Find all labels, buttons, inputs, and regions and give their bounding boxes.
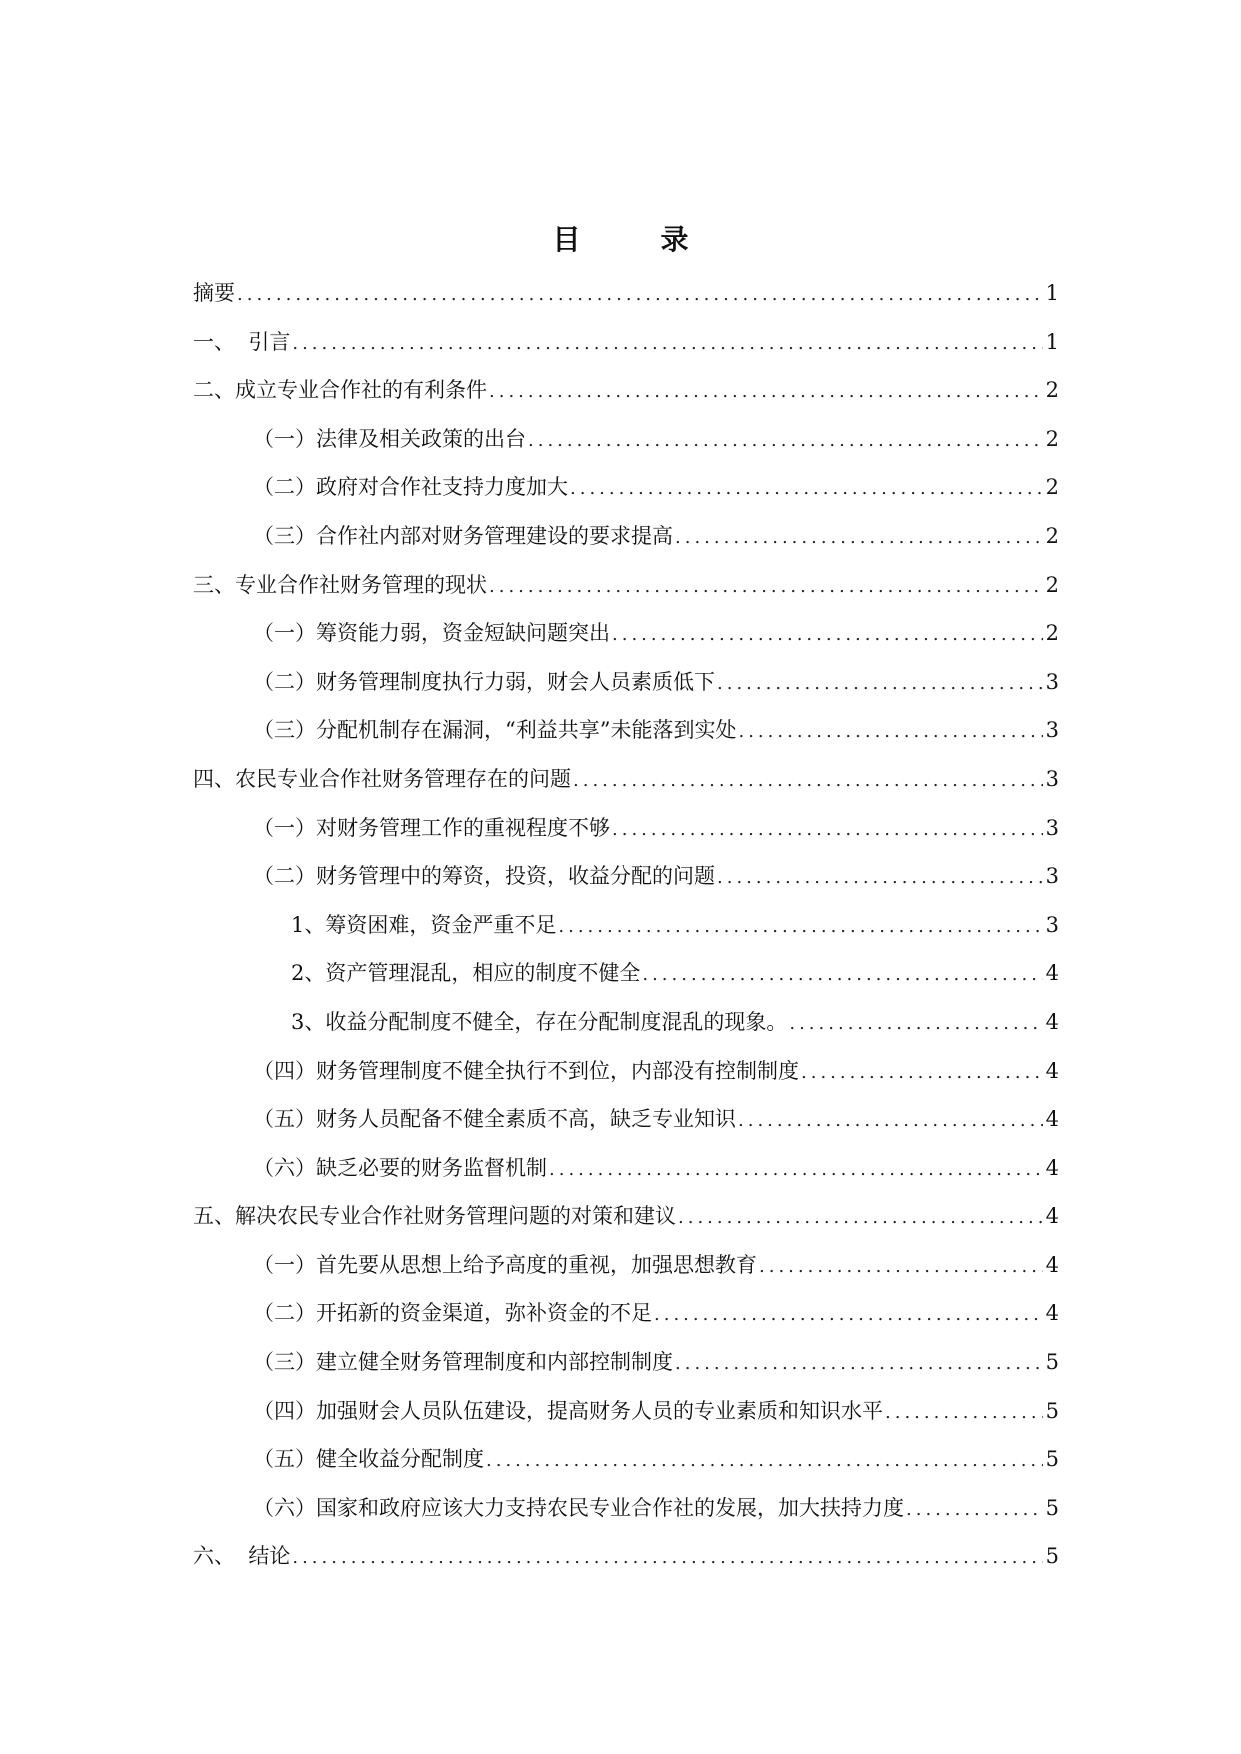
- toc-leader-dots: [612, 620, 1043, 650]
- toc-leader-dots: [612, 815, 1043, 845]
- toc-entry-text: 3、收益分配制度不健全，存在分配制度混乱的现象。: [291, 1009, 788, 1034]
- toc-entry-text: （五）健全收益分配制度: [253, 1447, 484, 1472]
- toc-entry[interactable]: [193, 1396, 1059, 1445]
- toc-entry[interactable]: [193, 1444, 1059, 1493]
- toc-leader-dots: [528, 426, 1043, 456]
- toc-entry-page: 5: [1045, 1350, 1059, 1375]
- toc-entry-text: （二）开拓新的资金渠道，弥补资金的不足: [253, 1301, 652, 1326]
- toc-entry-text: （六）缺乏必要的财务监督机制: [253, 1155, 547, 1180]
- toc-entry-text: 四、农民专业合作社财务管理存在的问题: [193, 766, 571, 791]
- toc-entry[interactable]: [193, 1056, 1059, 1105]
- toc-entry-page: 4: [1045, 1204, 1059, 1229]
- toc-entry-page: 2: [1045, 621, 1059, 646]
- toc-entry-text: （一）对财务管理工作的重视程度不够: [253, 815, 610, 840]
- toc-entry[interactable]: [193, 813, 1059, 862]
- toc-entry-text: （三）建立健全财务管理制度和内部控制制度: [253, 1350, 673, 1375]
- toc-entry[interactable]: [193, 764, 1059, 813]
- toc-entry[interactable]: [193, 1298, 1059, 1347]
- toc-entry-text: （六）国家和政府应该大力支持农民专业合作社的发展，加大扶持力度: [253, 1495, 904, 1520]
- toc-leader-dots: [549, 1155, 1043, 1185]
- toc-leader-dots: [489, 377, 1043, 407]
- toc-leader-dots: [642, 960, 1043, 990]
- toc-entry-page: 3: [1045, 718, 1059, 743]
- toc-entry[interactable]: [193, 958, 1059, 1007]
- toc-title: 目 录: [552, 223, 715, 256]
- toc-entry[interactable]: [193, 1201, 1059, 1250]
- toc-entry[interactable]: [193, 1153, 1059, 1202]
- toc-leader-dots: [885, 1398, 1043, 1428]
- toc-entry-text: 1、筹资困难，资金严重不足: [291, 912, 557, 937]
- toc-entry-text: （三）合作社内部对财务管理建设的要求提高: [253, 523, 673, 548]
- toc-entry[interactable]: [193, 1250, 1059, 1299]
- toc-leader-dots: [489, 572, 1043, 602]
- toc-entry-page: 2: [1045, 475, 1059, 500]
- toc-entry-text: （一）法律及相关政策的出台: [253, 426, 526, 451]
- toc-entry-text: （一）首先要从思想上给予高度的重视，加强思想教育: [253, 1252, 757, 1277]
- toc-entry-page: 3: [1045, 864, 1059, 889]
- toc-entry-text: 二、成立专业合作社的有利条件: [193, 378, 487, 403]
- toc-entry-text: （四）财务管理制度不健全执行不到位，内部没有控制制度: [253, 1058, 799, 1083]
- toc-entry[interactable]: [193, 910, 1059, 959]
- toc-entry-page: 3: [1045, 766, 1059, 791]
- toc-entry[interactable]: [193, 1007, 1059, 1056]
- toc-entry-text: （二）财务管理制度执行力弱，财会人员素质低下: [253, 669, 715, 694]
- toc-leader-dots: [292, 329, 1043, 359]
- toc-entry-text: 摘要: [193, 281, 235, 305]
- toc-leader-dots: [717, 863, 1043, 893]
- toc-entry-page: 4: [1045, 1155, 1059, 1180]
- toc-entry-page: 5: [1045, 1495, 1059, 1520]
- toc-entry[interactable]: [193, 667, 1059, 716]
- toc-entry-text: （四）加强财会人员队伍建设，提高财务人员的专业素质和知识水平: [253, 1398, 883, 1423]
- toc-entry-text: （二）财务管理中的筹资，投资，收益分配的问题: [253, 864, 715, 889]
- toc-entry-page: 2: [1045, 378, 1059, 403]
- toc-entry-page: 4: [1045, 1107, 1059, 1132]
- toc-entry-page: 2: [1045, 523, 1059, 548]
- toc-entry[interactable]: [193, 424, 1059, 473]
- toc-entry-page: 4: [1045, 1009, 1059, 1034]
- toc-leader-dots: [570, 474, 1043, 504]
- toc-entry-text: 六、 结论: [193, 1544, 291, 1569]
- toc-entry[interactable]: [193, 327, 1059, 376]
- toc-leader-dots: [906, 1495, 1043, 1525]
- toc-leader-dots: [738, 717, 1043, 747]
- toc-entry[interactable]: [193, 861, 1059, 910]
- toc-leader-dots: [738, 1106, 1043, 1136]
- toc-leader-dots: [237, 280, 1043, 310]
- toc-entry-text: 2、资产管理混乱，相应的制度不健全: [291, 961, 641, 986]
- toc-entry[interactable]: [193, 1347, 1059, 1396]
- toc-entry-page: 4: [1045, 961, 1059, 986]
- toc-entry[interactable]: [193, 570, 1059, 619]
- toc-entry-page: 5: [1045, 1544, 1059, 1569]
- toc-entry[interactable]: [193, 1104, 1059, 1153]
- toc-entry-page: 3: [1045, 912, 1059, 937]
- toc-entry-page: 2: [1045, 426, 1059, 451]
- toc-entry-page: 4: [1045, 1252, 1059, 1277]
- toc-entry-page: 1: [1045, 329, 1059, 354]
- toc-leader-dots: [717, 669, 1043, 699]
- toc-entry-text: 三、专业合作社财务管理的现状: [193, 572, 487, 597]
- toc-leader-dots: [292, 1543, 1043, 1573]
- toc-entry[interactable]: [193, 618, 1059, 667]
- toc-leader-dots: [678, 1203, 1043, 1233]
- toc-entry-page: 5: [1045, 1447, 1059, 1472]
- toc-entry-page: 4: [1045, 1058, 1059, 1083]
- toc-leader-dots: [789, 1009, 1043, 1039]
- toc-entry[interactable]: [193, 1493, 1059, 1542]
- toc-entry-page: 1: [1045, 281, 1059, 305]
- toc-entry-page: 4: [1045, 1301, 1059, 1326]
- toc-entry[interactable]: [193, 715, 1059, 764]
- toc-entry-text: 一、 引言: [193, 329, 291, 354]
- toc-leader-dots: [675, 523, 1043, 553]
- toc-entry[interactable]: [193, 472, 1059, 521]
- toc-leader-dots: [675, 1349, 1043, 1379]
- toc-entry[interactable]: [193, 278, 1059, 327]
- toc-entry[interactable]: [193, 375, 1059, 424]
- toc-entry-text: （二）政府对合作社支持力度加大: [253, 475, 568, 500]
- toc-entry-text: （三）分配机制存在漏洞，“利益共享”未能落到实处: [253, 718, 737, 743]
- table-of-contents: [193, 278, 1059, 1590]
- toc-entry-text: （五）财务人员配备不健全素质不高，缺乏专业知识: [253, 1107, 736, 1132]
- toc-leader-dots: [801, 1058, 1043, 1088]
- toc-leader-dots: [558, 912, 1043, 942]
- toc-entry-page: 3: [1045, 669, 1059, 694]
- toc-entry-page: 5: [1045, 1398, 1059, 1423]
- toc-entry[interactable]: [193, 521, 1059, 570]
- toc-leader-dots: [654, 1300, 1043, 1330]
- toc-entry-text: 五、解决农民专业合作社财务管理问题的对策和建议: [193, 1204, 676, 1229]
- toc-entry-text: （一）筹资能力弱，资金短缺问题突出: [253, 621, 610, 646]
- toc-entry-page: 2: [1045, 572, 1059, 597]
- toc-leader-dots: [759, 1252, 1043, 1282]
- toc-leader-dots: [573, 766, 1043, 796]
- toc-entry-page: 3: [1045, 815, 1059, 840]
- toc-leader-dots: [486, 1446, 1043, 1476]
- toc-entry[interactable]: [193, 1541, 1059, 1590]
